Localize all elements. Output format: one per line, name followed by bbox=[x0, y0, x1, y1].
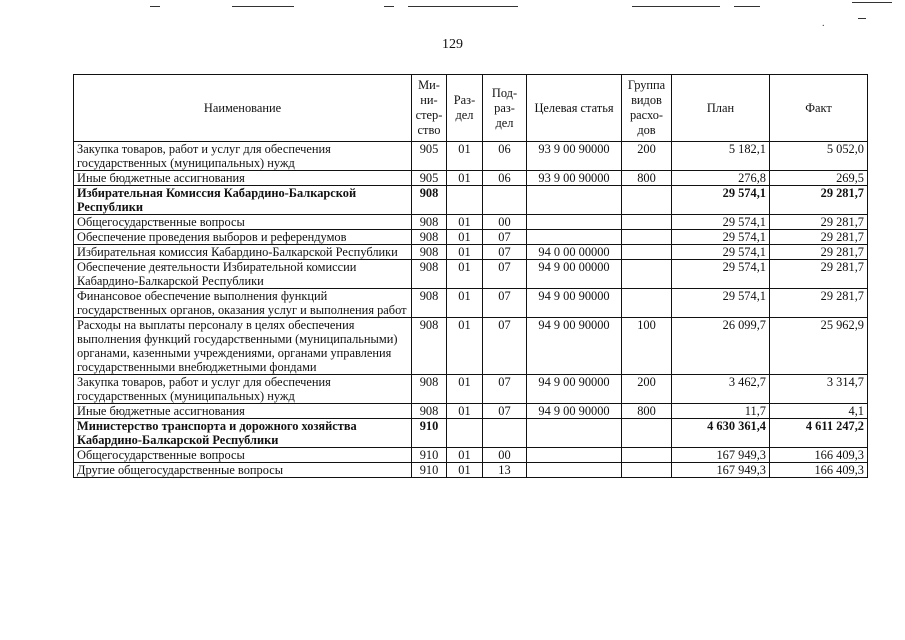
cell-fact: 29 281,7 bbox=[770, 186, 868, 215]
cell-ministry: 905 bbox=[412, 142, 447, 171]
cell-section: 01 bbox=[447, 230, 483, 245]
header-group: Группа видов расхо-дов bbox=[622, 75, 672, 142]
cell-ministry: 908 bbox=[412, 230, 447, 245]
cell-group bbox=[622, 215, 672, 230]
cell-plan: 29 574,1 bbox=[672, 215, 770, 230]
cell-ministry: 908 bbox=[412, 289, 447, 318]
cell-group bbox=[622, 419, 672, 448]
scan-artifact bbox=[858, 18, 866, 19]
cell-plan: 26 099,7 bbox=[672, 318, 770, 375]
cell-target: 94 0 00 00000 bbox=[527, 245, 622, 260]
cell-group bbox=[622, 245, 672, 260]
table-body bbox=[74, 142, 868, 478]
cell-plan: 167 949,3 bbox=[672, 463, 770, 478]
cell-name: Иные бюджетные ассигнования bbox=[74, 171, 412, 186]
cell-subsection: 06 bbox=[483, 142, 527, 171]
cell-group bbox=[622, 230, 672, 245]
table-row bbox=[74, 215, 868, 230]
cell-group: 800 bbox=[622, 404, 672, 419]
cell-plan: 29 574,1 bbox=[672, 230, 770, 245]
cell-ministry: 908 bbox=[412, 260, 447, 289]
cell-fact: 25 962,9 bbox=[770, 318, 868, 375]
cell-ministry: 908 bbox=[412, 186, 447, 215]
scan-artifact bbox=[632, 6, 720, 7]
table-row bbox=[74, 260, 868, 289]
table-row bbox=[74, 404, 868, 419]
cell-group bbox=[622, 260, 672, 289]
cell-group: 800 bbox=[622, 171, 672, 186]
cell-target: 94 9 00 90000 bbox=[527, 375, 622, 404]
cell-ministry: 910 bbox=[412, 419, 447, 448]
cell-plan: 276,8 bbox=[672, 171, 770, 186]
table-row bbox=[74, 375, 868, 404]
cell-section: 01 bbox=[447, 375, 483, 404]
cell-fact: 5 052,0 bbox=[770, 142, 868, 171]
cell-fact: 4,1 bbox=[770, 404, 868, 419]
cell-group bbox=[622, 289, 672, 318]
cell-plan: 29 574,1 bbox=[672, 245, 770, 260]
cell-target: 94 9 00 90000 bbox=[527, 404, 622, 419]
cell-section: 01 bbox=[447, 448, 483, 463]
cell-fact: 29 281,7 bbox=[770, 215, 868, 230]
cell-subsection: 06 bbox=[483, 171, 527, 186]
table-row bbox=[74, 289, 868, 318]
cell-ministry: 905 bbox=[412, 171, 447, 186]
cell-plan: 29 574,1 bbox=[672, 186, 770, 215]
cell-fact: 166 409,3 bbox=[770, 448, 868, 463]
cell-section: 01 bbox=[447, 404, 483, 419]
cell-name: Иные бюджетные ассигнования bbox=[74, 404, 412, 419]
cell-fact: 4 611 247,2 bbox=[770, 419, 868, 448]
cell-subsection: 00 bbox=[483, 215, 527, 230]
cell-subsection: 07 bbox=[483, 260, 527, 289]
cell-target bbox=[527, 419, 622, 448]
cell-ministry: 910 bbox=[412, 448, 447, 463]
header-section: Раз-дел bbox=[447, 75, 483, 142]
cell-target: 94 9 00 90000 bbox=[527, 289, 622, 318]
cell-fact: 29 281,7 bbox=[770, 245, 868, 260]
cell-fact: 3 314,7 bbox=[770, 375, 868, 404]
cell-target: 93 9 00 90000 bbox=[527, 171, 622, 186]
scan-artifact bbox=[852, 2, 892, 3]
header-target: Целевая статья bbox=[527, 75, 622, 142]
cell-target: 94 9 00 00000 bbox=[527, 260, 622, 289]
header-name: Наименование bbox=[74, 75, 412, 142]
scan-artifact bbox=[734, 6, 760, 7]
cell-fact: 166 409,3 bbox=[770, 463, 868, 478]
cell-target: 93 9 00 90000 bbox=[527, 142, 622, 171]
cell-name: Обеспечение деятельности Избирательной комиссии Кабардино-Балкарской Республики bbox=[74, 260, 412, 289]
cell-group: 200 bbox=[622, 142, 672, 171]
scan-artifact bbox=[408, 6, 518, 7]
cell-ministry: 908 bbox=[412, 318, 447, 375]
cell-plan: 167 949,3 bbox=[672, 448, 770, 463]
table-row bbox=[74, 245, 868, 260]
cell-group bbox=[622, 463, 672, 478]
cell-subsection: 07 bbox=[483, 230, 527, 245]
cell-fact: 29 281,7 bbox=[770, 230, 868, 245]
cell-plan: 29 574,1 bbox=[672, 289, 770, 318]
cell-name: Общегосударственные вопросы bbox=[74, 448, 412, 463]
cell-fact: 29 281,7 bbox=[770, 260, 868, 289]
scan-artifact: . bbox=[822, 18, 825, 29]
header-fact: Факт bbox=[770, 75, 868, 142]
cell-group bbox=[622, 448, 672, 463]
cell-name: Финансовое обеспечение выполнения функций государственных органов, оказания услуг и выполнения работ bbox=[74, 289, 412, 318]
scan-artifact bbox=[384, 6, 394, 7]
cell-plan: 29 574,1 bbox=[672, 260, 770, 289]
cell-section: 01 bbox=[447, 171, 483, 186]
cell-section: 01 bbox=[447, 142, 483, 171]
cell-group bbox=[622, 186, 672, 215]
cell-subsection: 07 bbox=[483, 404, 527, 419]
cell-name: Закупка товаров, работ и услуг для обеспечения государственных (муниципальных) нужд bbox=[74, 375, 412, 404]
cell-name: Закупка товаров, работ и услуг для обеспечения государственных (муниципальных) нужд bbox=[74, 142, 412, 171]
cell-subsection bbox=[483, 419, 527, 448]
cell-section: 01 bbox=[447, 245, 483, 260]
cell-ministry: 910 bbox=[412, 463, 447, 478]
cell-section: 01 bbox=[447, 260, 483, 289]
cell-subsection bbox=[483, 186, 527, 215]
cell-target bbox=[527, 463, 622, 478]
cell-plan: 5 182,1 bbox=[672, 142, 770, 171]
cell-name: Другие общегосударственные вопросы bbox=[74, 463, 412, 478]
cell-name: Обеспечение проведения выборов и референдумов bbox=[74, 230, 412, 245]
cell-plan: 4 630 361,4 bbox=[672, 419, 770, 448]
cell-name: Общегосударственные вопросы bbox=[74, 215, 412, 230]
cell-name: Избирательная Комиссия Кабардино-Балкарской Республики bbox=[74, 186, 412, 215]
cell-ministry: 908 bbox=[412, 375, 447, 404]
cell-section: 01 bbox=[447, 463, 483, 478]
table-row bbox=[74, 171, 868, 186]
cell-subsection: 07 bbox=[483, 245, 527, 260]
cell-name: Избирательная комиссия Кабардино-Балкарской Республики bbox=[74, 245, 412, 260]
page-number: 129 bbox=[442, 37, 463, 52]
table-row bbox=[74, 186, 868, 215]
header-plan: План bbox=[672, 75, 770, 142]
cell-ministry: 908 bbox=[412, 404, 447, 419]
cell-group: 100 bbox=[622, 318, 672, 375]
cell-subsection: 13 bbox=[483, 463, 527, 478]
cell-target bbox=[527, 215, 622, 230]
cell-target bbox=[527, 186, 622, 215]
budget-table bbox=[73, 74, 868, 478]
scan-artifact bbox=[150, 6, 160, 7]
header-ministry: Ми-ни-стер-ство bbox=[412, 75, 447, 142]
cell-target bbox=[527, 448, 622, 463]
cell-section: 01 bbox=[447, 215, 483, 230]
cell-subsection: 07 bbox=[483, 375, 527, 404]
cell-subsection: 00 bbox=[483, 448, 527, 463]
table-row bbox=[74, 463, 868, 478]
cell-section bbox=[447, 186, 483, 215]
cell-name: Министерство транспорта и дорожного хозяйства Кабардино-Балкарской Республики bbox=[74, 419, 412, 448]
table-row bbox=[74, 448, 868, 463]
cell-ministry: 908 bbox=[412, 215, 447, 230]
cell-plan: 3 462,7 bbox=[672, 375, 770, 404]
table-row bbox=[74, 230, 868, 245]
cell-group: 200 bbox=[622, 375, 672, 404]
cell-plan: 11,7 bbox=[672, 404, 770, 419]
cell-name: Расходы на выплаты персоналу в целях обеспечения выполнения функций государственными (муниципальными) органами, казенными учреждениями, органами управления государственными внебюджетными фондами bbox=[74, 318, 412, 375]
cell-fact: 269,5 bbox=[770, 171, 868, 186]
table-row bbox=[74, 318, 868, 375]
cell-subsection: 07 bbox=[483, 318, 527, 375]
cell-target: 94 9 00 90000 bbox=[527, 318, 622, 375]
cell-ministry: 908 bbox=[412, 245, 447, 260]
cell-section: 01 bbox=[447, 289, 483, 318]
table-header-row bbox=[74, 75, 868, 142]
cell-subsection: 07 bbox=[483, 289, 527, 318]
header-subsection: Под-раз-дел bbox=[483, 75, 527, 142]
cell-section bbox=[447, 419, 483, 448]
cell-fact: 29 281,7 bbox=[770, 289, 868, 318]
scan-artifact bbox=[232, 6, 294, 7]
cell-target bbox=[527, 230, 622, 245]
table-row bbox=[74, 142, 868, 171]
table-row bbox=[74, 419, 868, 448]
cell-section: 01 bbox=[447, 318, 483, 375]
